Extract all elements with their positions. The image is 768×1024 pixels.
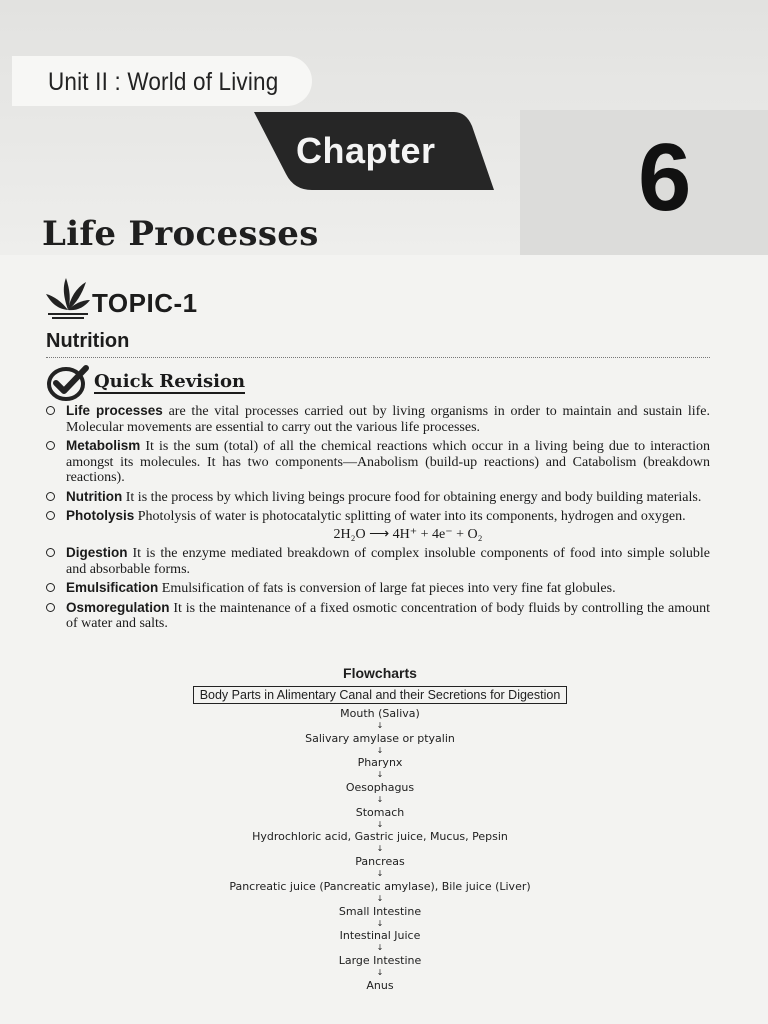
flow-step: Pancreatic juice (Pancreatic amylase), Bile juice (Liver)	[229, 879, 531, 893]
list-item	[46, 545, 710, 577]
definition: Emulsification of fats is conversion of large fat pieces into very fine fat globules.	[161, 581, 616, 596]
down-arrow-icon: ↓	[376, 869, 384, 879]
definition: Photolysis of water is photocatalytic splitting of water into its components, hydrogen and oxygen.	[137, 509, 686, 524]
list-item	[46, 403, 710, 435]
list-item	[46, 508, 710, 542]
down-arrow-icon: ↓	[376, 893, 384, 903]
revision-list	[46, 403, 710, 635]
term: Osmoregulation	[66, 599, 170, 615]
definition: It is the process by which living beings procure food for obtaining energy and body building materials.	[125, 489, 702, 505]
down-arrow-icon: ↓	[376, 943, 384, 953]
photolysis-equation: 2H₂O ⟶ 4H⁺ + 4e⁻ + O₂	[333, 526, 483, 542]
bullet-circle-icon	[46, 548, 55, 557]
down-arrow-icon: ↓	[376, 967, 384, 977]
down-arrow-icon: ↓	[376, 819, 384, 829]
down-arrow-icon: ↓	[376, 770, 384, 780]
flow-step: Mouth (Saliva)	[340, 707, 420, 720]
definition: It is the maintenance of a fixed osmotic concentration of body fluids by controlling the amount of water and salts.	[66, 600, 710, 631]
bullet-circle-icon	[46, 583, 55, 592]
flow-step: Stomach	[355, 805, 405, 819]
term: Emulsification	[66, 580, 159, 595]
list-item	[46, 580, 710, 597]
down-arrow-icon: ↓	[376, 745, 384, 755]
definition: It is the sum (total) of all the chemical reactions which occur in a living being due to interaction amongst its molecules. It has two components—Anabolism (build-up reactions) and Catabolism (breakdown reactions).	[66, 439, 711, 485]
bullet-circle-icon	[46, 603, 55, 612]
down-arrow-icon: ↓	[376, 721, 384, 730]
flowchart-title-box: Body Parts in Alimentary Canal and their Secretions for Digestion	[193, 686, 568, 704]
flow-step: Large Intestine	[338, 953, 422, 967]
term: Life processes	[66, 403, 163, 418]
term: Metabolism	[66, 438, 141, 453]
bullet-circle-icon	[46, 441, 55, 450]
term: Nutrition	[66, 488, 123, 504]
definition: It is the enzyme mediated breakdown of complex insoluble components of food into simple soluble and absorbable forms.	[66, 546, 710, 577]
checkmark-badge-icon	[46, 364, 90, 402]
topic-name: Nutrition	[46, 330, 130, 352]
flow-step: Hydrochloric acid, Gastric juice, Mucus, Pepsin	[252, 830, 508, 844]
flow-step: Oesophagus	[345, 781, 415, 795]
flow-step: Pharynx	[357, 756, 403, 770]
digestion-flowchart	[140, 664, 620, 992]
flow-step: Pancreas	[355, 855, 405, 869]
definition: are the vital processes carried out by living organisms in order to maintain and sustain life. Molecular movements are essential to carry out the various life processes.	[66, 404, 711, 435]
page-title: Life Processes	[42, 214, 319, 254]
down-arrow-icon: ↓	[376, 795, 384, 805]
flow-step: Anus	[366, 978, 394, 992]
book-leaf-icon	[44, 276, 90, 320]
flow-step: Small Intestine	[338, 904, 422, 918]
unit-title: Unit II : World of Living	[48, 68, 279, 96]
flowcharts-heading: Flowcharts	[343, 665, 417, 681]
flow-step: Intestinal Juice	[339, 929, 421, 943]
list-item	[46, 438, 710, 486]
section-divider	[46, 357, 710, 358]
chapter-number: 6	[638, 124, 692, 231]
bullet-circle-icon	[46, 406, 55, 415]
quick-revision-heading: Quick Revision	[94, 371, 246, 392]
term: Digestion	[66, 545, 128, 560]
term: Photolysis	[66, 508, 135, 523]
list-item	[46, 489, 710, 506]
chapter-label: Chapter	[296, 130, 436, 171]
bullet-circle-icon	[46, 511, 55, 520]
flow-step: Salivary amylase or ptyalin	[305, 731, 455, 745]
topic-label: TOPIC-1	[92, 288, 198, 318]
down-arrow-icon: ↓	[376, 844, 384, 854]
down-arrow-icon: ↓	[376, 918, 384, 928]
list-item	[46, 600, 710, 632]
bullet-circle-icon	[46, 492, 55, 501]
